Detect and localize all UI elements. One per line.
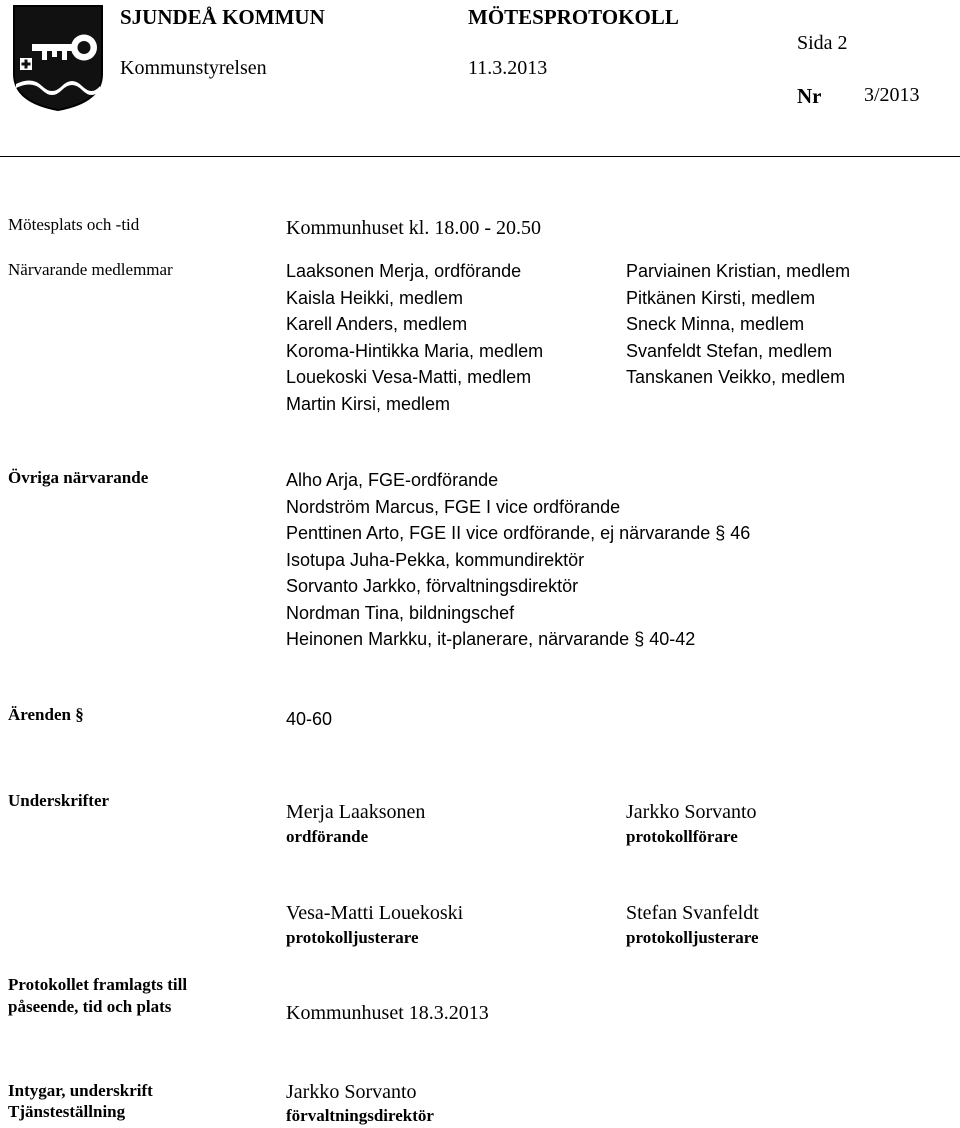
list-item: Svanfeldt Stefan, medlem (626, 340, 833, 361)
signatory-role: ordförande (286, 827, 369, 846)
signatory-role: protokolljusterare (626, 928, 759, 947)
list-item: Alho Arja, FGE-ordförande (286, 470, 499, 490)
header-divider (0, 156, 960, 157)
signatory-role: protokollförare (626, 827, 738, 846)
protocol-number: 3/2013 (864, 84, 920, 106)
document-type: MÖTESPROTOKOLL (468, 5, 679, 29)
list-item: Sneck Minna, medlem (626, 314, 805, 334)
list-item: Nordman Tina, bildningschef (286, 602, 515, 623)
displayed-value: Kommunhuset 18.3.2013 (286, 1002, 489, 1024)
municipality-name: SJUNDEÅ KOMMUN (120, 5, 325, 29)
board-name: Kommunstyrelsen (120, 57, 267, 79)
displayed-label-line2: påseende, tid och plats (8, 997, 172, 1016)
displayed-label-line1: Protokollet framlagts till (8, 975, 188, 994)
certificate-label-line1: Intygar, underskrift (8, 1081, 153, 1100)
list-item: Sorvanto Jarkko, förvaltningsdirektör (286, 576, 579, 596)
others-label: Övriga närvarande (8, 468, 149, 487)
list-item: Pitkänen Kirsti, medlem (626, 287, 816, 308)
signatory-name: Stefan Svanfeldt (626, 902, 759, 924)
certifier-title: förvaltningsdirektör (286, 1106, 434, 1125)
list-item: Martin Kirsi, medlem (286, 393, 451, 414)
list-item: Koroma-Hintikka Maria, medlem (286, 340, 544, 361)
signatory-role: protokolljusterare (286, 928, 419, 947)
signatures-label: Underskrifter (8, 791, 110, 810)
certificate-label-line2: Tjänsteställning (8, 1102, 126, 1121)
list-item: Louekoski Vesa-Matti, medlem (286, 367, 532, 387)
meeting-date: 11.3.2013 (468, 57, 548, 79)
others-list (286, 467, 750, 653)
meeting-label: Mötesplats och -tid (8, 215, 140, 234)
list-item: Parviainen Kristian, medlem (626, 261, 851, 281)
signatory-name: Merja Laaksonen (286, 801, 426, 823)
meeting-value: Kommunhuset kl. 18.00 - 20.50 (286, 217, 541, 239)
list-item: Heinonen Markku, it-planerare, närvarande § 40-42 (286, 629, 696, 649)
coat-of-arms-icon (12, 4, 104, 112)
list-item: Karell Anders, medlem (286, 314, 468, 334)
list-item: Kaisla Heikki, medlem (286, 287, 464, 308)
members-label: Närvarande medlemmar (8, 260, 173, 279)
members-left-list (286, 258, 543, 417)
signatory-name: Vesa-Matti Louekoski (286, 902, 464, 924)
protocol-number-label: Nr (797, 84, 822, 108)
list-item: Penttinen Arto, FGE II vice ordförande, ej närvarande § 46 (286, 523, 751, 543)
list-item: Isotupa Juha-Pekka, kommundirektör (286, 549, 585, 570)
certifier-name: Jarkko Sorvanto (286, 1081, 417, 1103)
page-number: Sida 2 (797, 32, 848, 54)
matters-value: 40-60 (286, 709, 333, 729)
signatory-name: Jarkko Sorvanto (626, 801, 757, 823)
list-item: Tanskanen Veikko, medlem (626, 367, 846, 387)
list-item: Nordström Marcus, FGE I vice ordförande (286, 496, 621, 517)
members-right-list (626, 258, 850, 391)
list-item: Laaksonen Merja, ordförande (286, 261, 522, 281)
matters-label: Ärenden § (8, 705, 84, 724)
